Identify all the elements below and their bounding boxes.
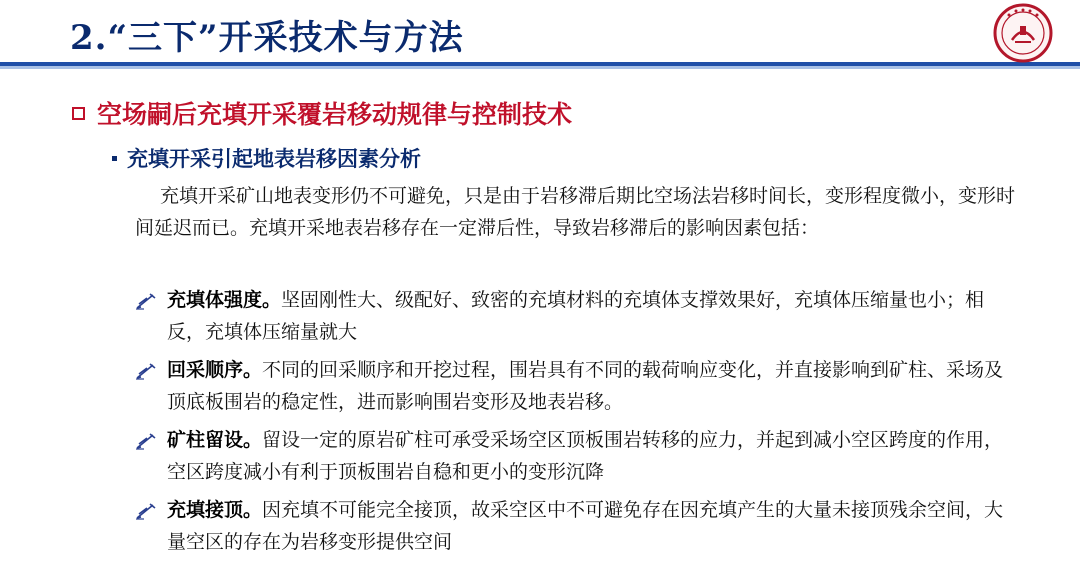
factor-description: 留设一定的原岩矿柱可承受采场空区顶板围岩转移的应力，并起到减小空区跨度的作用，空区跨度减小有利于顶板围岩自稳和更小的变形沉降 <box>167 429 1004 483</box>
list-item <box>135 354 1015 418</box>
writing-hand-icon <box>135 424 167 454</box>
square-bullet-icon <box>112 156 117 161</box>
factor-description: 因充填不可能完全接顶，故采空区中不可避免存在因充填产生的大量未接顶残余空间，大量空区的存在为岩移变形提供空间 <box>167 499 1004 553</box>
writing-hand-icon <box>135 284 167 314</box>
title-divider-light <box>0 66 1080 69</box>
factor-description: 不同的回采顺序和开挖过程，围岩具有不同的载荷响应变化，并直接影响到矿柱、采场及顶底板围岩的稳定性，进而影响围岩变形及地表岩移。 <box>167 359 1004 413</box>
factor-term: 充填体强度。 <box>167 289 282 311</box>
factor-term: 充填接顶。 <box>167 499 263 521</box>
list-item <box>135 494 1015 558</box>
list-item <box>135 284 1015 348</box>
section-heading <box>72 95 572 131</box>
factor-list <box>135 284 1015 564</box>
writing-hand-icon <box>135 354 167 384</box>
list-item <box>135 424 1015 488</box>
section-heading-text: 空场嗣后充填开采覆岩移动规律与控制技术 <box>97 100 573 129</box>
factor-term: 矿柱留设。 <box>167 429 263 451</box>
subsection-heading-text: 充填开采引起地表岩移因素分析 <box>127 147 421 171</box>
intro-paragraph: 充填开采矿山地表变形仍不可避免，只是由于岩移滞后期比空场法岩移时间长，变形程度微小，变形时间延迟而已。充填开采地表岩移存在一定滞后性，导致岩移滞后的影响因素包括： <box>135 185 1016 239</box>
slide-title: 2.“三下”开采技术与方法 <box>70 18 464 58</box>
subsection-heading <box>112 143 421 173</box>
factor-text <box>167 284 1015 348</box>
factor-description: 坚固刚性大、级配好、致密的充填材料的充填体支撑效果好，充填体压缩量也小；相反，充填体压缩量就大 <box>167 289 985 343</box>
writing-hand-icon <box>135 494 167 524</box>
university-seal-icon <box>982 2 1064 64</box>
factor-text <box>167 424 1015 488</box>
factor-text <box>167 354 1015 418</box>
checkbox-bullet-icon <box>72 107 85 120</box>
factor-text <box>167 494 1015 558</box>
factor-term: 回采顺序。 <box>167 359 263 381</box>
